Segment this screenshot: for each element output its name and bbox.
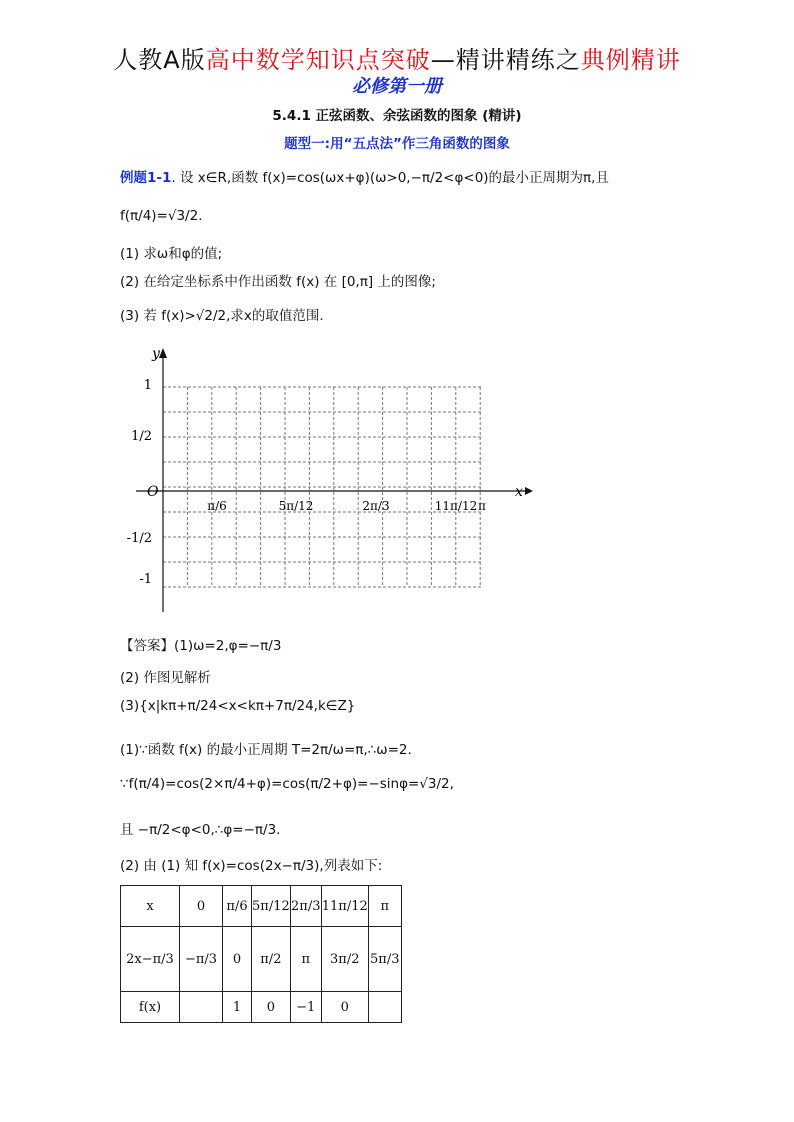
table-cell: 11π/12	[321, 886, 368, 927]
solution-step-1: (1)∵函数 f(x) 的最小正周期 T=2π/ω=π,∴ω=2.	[120, 742, 412, 758]
table-cell: 2x−π/3	[121, 927, 180, 992]
x-tick-label: π	[478, 499, 486, 513]
example-condition: f(π/4)=√3/2.	[120, 208, 203, 224]
solution-step-2: ∵f(π/4)=cos(2×π/4+φ)=cos(π/2+φ)=−sinφ=√3/2,	[120, 776, 454, 792]
x-tick-label: 5π/12	[278, 499, 314, 513]
question-3: (3) 若 f(x)>√2/2,求x的取值范围.	[120, 308, 324, 324]
y-tick-label: -1/2	[126, 531, 152, 546]
answer-1-text: (1)ω=2,φ=−π/3	[174, 638, 282, 654]
x-tick-label: 2π/3	[362, 499, 390, 513]
table-cell: 0	[321, 992, 368, 1023]
table-cell: 0	[180, 886, 223, 927]
table-cell: 5π/12	[252, 886, 291, 927]
table-cell: π/6	[223, 886, 252, 927]
origin-label: O	[147, 484, 159, 500]
book-subtitle: 必修第一册	[352, 76, 442, 97]
y-tick-label: -1	[139, 572, 152, 587]
table-cell: x	[121, 886, 180, 927]
coordinate-grid	[120, 340, 540, 620]
table-cell	[180, 992, 223, 1023]
section-heading: 5.4.1 正弦函数、余弦函数的图象 (精讲)	[272, 108, 522, 124]
table-cell: π/2	[252, 927, 291, 992]
table-cell: f(x)	[121, 992, 180, 1023]
title-part-4: 典例精讲	[580, 46, 681, 74]
grid-lines	[163, 387, 483, 587]
question-1: (1) 求ω和φ的值;	[120, 246, 223, 262]
title-part-1: 人教A版	[113, 46, 206, 74]
y-tick-label: 1	[143, 378, 152, 393]
table-cell: 2π/3	[290, 886, 321, 927]
y-axis-arrow	[159, 348, 167, 358]
table-cell: π	[368, 886, 401, 927]
table-cell: −π/3	[180, 927, 223, 992]
table-cell: π	[290, 927, 321, 992]
table-cell: 5π/3	[368, 927, 401, 992]
y-tick-label: 1/2	[131, 429, 152, 444]
solution-step-4: (2) 由 (1) 知 f(x)=cos(2x−π/3),列表如下:	[120, 858, 383, 874]
topic-heading: 题型一:用“五点法”作三角函数的图象	[284, 136, 510, 152]
y-axis-label: y	[152, 346, 160, 362]
x-axis-arrow	[525, 487, 533, 495]
question-2: (2) 在给定坐标系中作出函数 f(x) 在 [0,π] 上的图像;	[120, 274, 436, 290]
table-row-arg	[121, 927, 402, 992]
x-axis-label: x	[515, 484, 523, 500]
example-intro-text: 设 x∈R,函数 f(x)=cos(ωx+φ)(ω>0,−π/2<φ<0)的最小正周期为π,且	[179, 170, 609, 186]
title-part-2: 高中数学知识点突破	[205, 46, 431, 74]
answer-3: (3){x|kπ+π/24<x<kπ+7π/24,k∈Z}	[120, 698, 356, 714]
example-intro: 例题1-1. 设 x∈R,函数 f(x)=cos(ωx+φ)(ω>0,−π/2<φ<0)的最小正周期为π,且	[120, 170, 609, 186]
tick-labels	[127, 378, 486, 587]
table-cell: 0	[252, 992, 291, 1023]
answer-1	[120, 634, 281, 654]
example-label: 例题1-1	[120, 170, 172, 186]
table-row-x	[121, 886, 402, 927]
table-cell: 1	[223, 992, 252, 1023]
table-cell: −1	[290, 992, 321, 1023]
title-part-3: —精讲精练之	[430, 46, 581, 74]
x-tick-label: 11π/12	[434, 499, 478, 513]
value-table	[120, 885, 402, 1023]
x-tick-label: π/6	[207, 499, 227, 513]
table-cell	[368, 992, 401, 1023]
answer-label: 【答案】	[120, 638, 174, 654]
table-cell: 3π/2	[321, 927, 368, 992]
page-title	[0, 40, 794, 75]
answer-2: (2) 作图见解析	[120, 670, 211, 686]
table-cell: 0	[223, 927, 252, 992]
solution-step-3: 且 −π/2<φ<0,∴φ=−π/3.	[120, 822, 281, 838]
table-row-f	[121, 992, 402, 1023]
